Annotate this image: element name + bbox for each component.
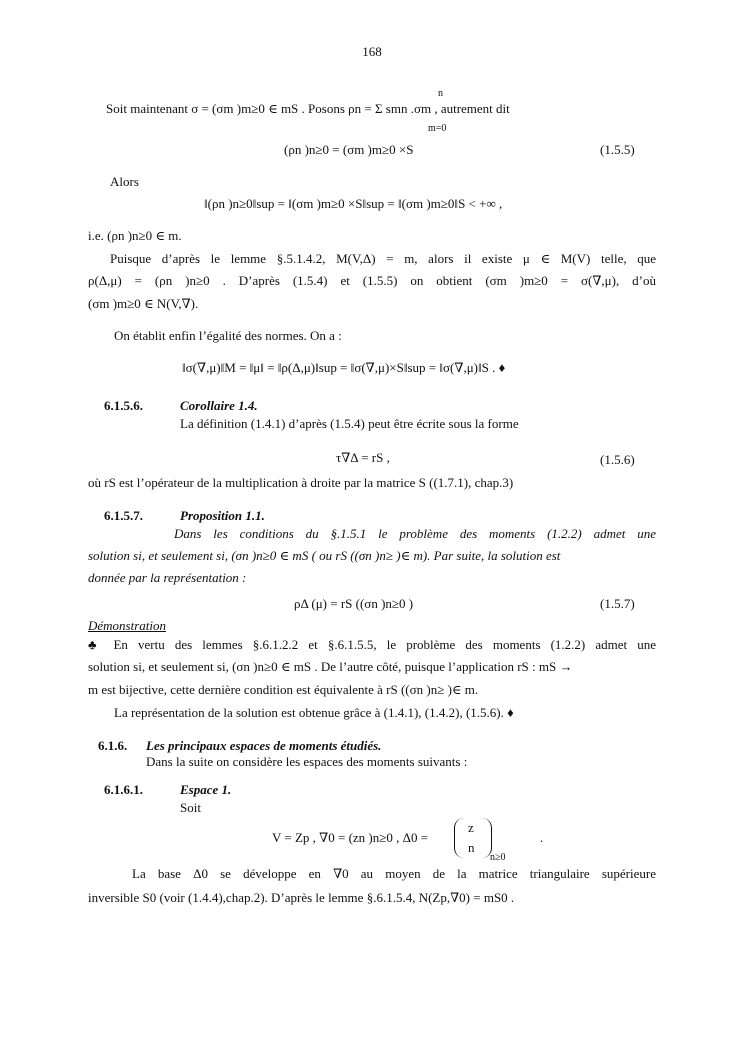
paragraph-puisque-line2: ρ(Δ,μ) = (ρn )n≥0 . D’après (1.5.4) et (1.5.5) on obtient (σm )m≥0 = σ(∇,μ), d’où [88,273,656,288]
section-number: 6.1.6. [98,738,128,753]
space-soit: Soit [180,800,201,815]
corollary-after: où rS est l’opérateur de la multiplication à droite par la matrice S ((1.7.1), chap.3) [88,475,514,490]
text-ie: i.e. (ρn )n≥0 ∈ m. [88,228,182,243]
demonstration-heading: Démonstration [88,618,166,633]
equation-157-number: (1.5.7) [600,596,635,611]
section-text: Dans la suite on considère les espaces des moments suivants : [146,754,468,769]
equation-156-number: (1.5.6) [600,452,635,467]
proposition-line2: solution si, et seulement si, (σn )n≥0 ∈ mS ( ou rS ((σn )n≥ )∈ m). Par suite, la solution est [88,548,561,563]
corollary-title: Corollaire 1.4. [180,398,258,413]
text-alors: Alors [110,174,139,189]
equation-155: (ρn )n≥0 = (σm )m≥0 ×S [284,142,414,157]
proposition-line1: Dans les conditions du §.1.5.1 le problème des moments (1.2.2) admet une [174,526,656,541]
final-line2: inversible S0 (voir (1.4.4),chap.2). D’après le lemme §.6.1.5.4, N(Zp,∇0) = mS0 . [88,890,515,905]
section-title: Les principaux espaces de moments étudiés. [146,738,382,753]
binomial-subscript: n≥0 [490,852,506,863]
space-equation: V = Zp , ∇0 = (zn )n≥0 , Δ0 = [272,830,429,845]
proposition-number: 6.1.5.7. [104,508,143,523]
demonstration-line2: solution si, et seulement si, (σn )n≥0 ∈ mS . De l’autre côté, puisque l’application rS : mS → [88,659,573,674]
space-number: 6.1.6.1. [104,782,143,797]
paragraph-puisque-line3: (σm )m≥0 ∈ N(V,∇). [88,296,199,311]
corollary-number: 6.1.5.6. [104,398,143,413]
space-equation-dot: . [540,830,544,845]
corollary-text: La définition (1.4.1) d’après (1.5.4) peut être écrite sous la forme [180,416,519,431]
text-norms-intro: On établit enfin l’égalité des normes. On a : [114,328,342,343]
equation-156: τ∇Δ = rS , [336,450,390,465]
binomial-bottom: n [468,840,475,855]
demonstration-line4: La représentation de la solution est obtenue grâce à (1.4.1), (1.4.2), (1.5.6). ♦ [114,705,514,720]
space-title: Espace 1. [180,782,232,797]
equation-norms: ‖σ(∇,μ)‖M = ‖μ‖ = ‖ρ(Δ,μ)‖sup = ‖σ(∇,μ)×S‖sup = ‖σ(∇,μ)‖S . ♦ [182,360,506,375]
demonstration-line3: m est bijective, cette dernière condition est équivalente à rS ((σn )n≥ )∈ m. [88,682,479,697]
proposition-title: Proposition 1.1. [180,508,265,523]
sum-lower-limit: m=0 [428,123,447,134]
sum-upper-limit: n [438,88,443,99]
paragraph-puisque-line1: Puisque d’après le lemme §.5.1.4.2, M(V,Δ) = m, alors il existe μ ∈ M(V) telle, que [110,251,656,266]
page-number: 168 [362,44,382,59]
final-line1: La base Δ0 se développe en ∇0 au moyen de la matrice triangulaire supérieure [132,866,656,881]
equation-155-number: (1.5.5) [600,142,635,157]
demonstration-line1: ♣ En vertu des lemmes §.6.1.2.2 et §.6.1.5.5, le problème des moments (1.2.2) admet une [88,637,656,652]
equation-157: ρΔ (μ) = rS ((σn )n≥0 ) [294,596,414,611]
proposition-line3: donnée par la représentation : [88,570,247,585]
binomial-top: z [468,820,474,835]
text-line-soit: Soit maintenant σ = (σm )m≥0 ∈ mS . Posons ρn = Σ smn .σm , autrement dit [106,101,510,116]
equation-norm: ‖(ρn )n≥0‖sup = ‖(σm )m≥0 ×S‖sup = ‖(σm )m≥0‖S < +∞ , [204,196,503,211]
